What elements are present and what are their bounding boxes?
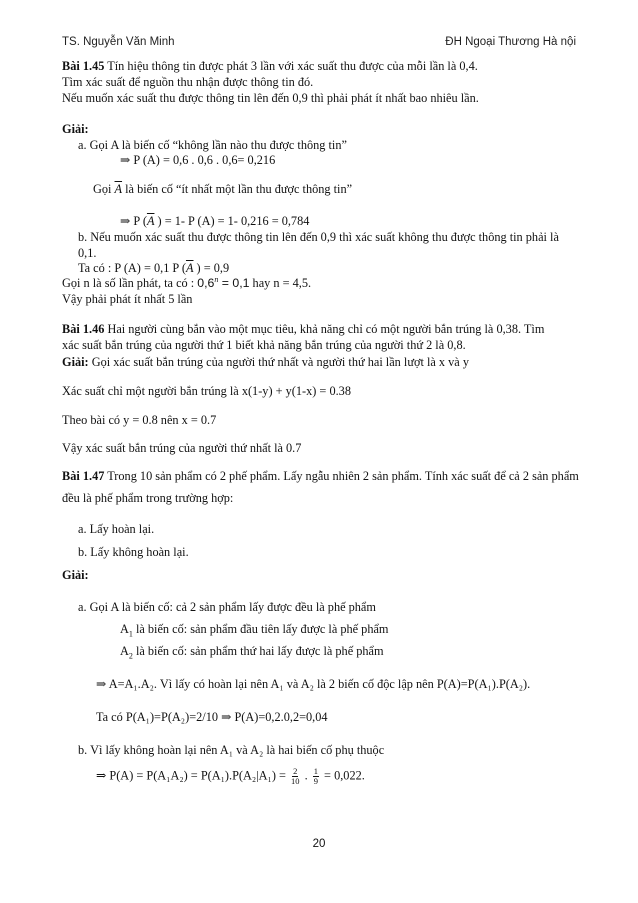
solution-heading: Giải: [62,568,89,582]
fraction-1-9: $\frac{1}{9}$ [313,766,318,786]
problem-title: Bài 1.45 [62,59,105,73]
solution-1-46-line-3: Theo bài có y = 0.8 nên x = 0.7 [62,413,217,427]
solution-a-line-1: a. Gọi A là biến cố “không lần nào thu được thông tin” [78,138,347,152]
solution-1-47-line-2: $A_1$ là biến cố: sản phẩm đầu tiên lấy được là phế phẩm [120,622,389,639]
problem-1-45-line-3: Nếu muốn xác suất thu được thông tin lên đến 0,9 thì phải phát ít nhất bao nhiêu lần. [62,91,479,105]
problem-1-47-line-2: đều là phế phẩm trong trường hợp: [62,491,234,505]
problem-title: Bài 1.46 [62,322,105,336]
solution-a-line-4: ⇒ P ($\overline{A}$ ) = 1- P (A) = 1- 0,216 = 0,784 [120,214,310,228]
solution-1-46-line-2: Xác suất chỉ một người bắn trúng là x(1-y) + y(1-x) = 0.38 [62,384,351,398]
solution-a-line-2: ⇒ P (A) = 0,6 . 0,6 . 0,6= 0,216 [120,153,276,167]
solution-b-line-3: Ta có : P (A) = 0,1 P ($\overline{A}$ ) = 0,9 [78,261,230,275]
solution-1-47-line-1: a. Gọi A là biến cố: cả 2 sản phẩm lấy được đều là phế phẩm [78,600,376,614]
header-institution: ĐH Ngoại Thương Hà nội [445,36,576,48]
option-a: a. Lấy hoàn lại. [78,522,155,536]
solution-1-46-line-1: Giải: Gọi xác suất bắn trúng của người thứ nhất và người thứ hai lần lượt là x và y [62,355,469,369]
solution-1-47-line-7: ⇒ P(A) = P(A₁A₂) = P(A₁).P(A₂|A₁) = $\frac{2}{10}$ . $\frac{1}{9}$ = 0,022. [96,766,365,786]
fraction-2-10: $\frac{2}{10}$ [291,766,300,786]
solution-1-47-line-5: Ta có P(A₁)=P(A₂)=2/10 ⇒ P(A)=0,2.0,2=0,04 [96,710,328,724]
problem-1-47-line-1: Bài 1.47 Trong 10 sản phẩm có 2 phế phẩm. Lấy ngẫu nhiên 2 sản phẩm. Tính xác suất để cả 2 sản phẩm [62,469,579,483]
solution-a-line-3: Gọi $\overline{A}$ là biến cố “ít nhất một lần thu được thông tin” [93,182,353,196]
solution-1-47-line-6: b. Vì lấy không hoàn lại nên A₁ và A₂ là hai biến cố phụ thuộc [78,743,385,757]
page-number: 20 [312,838,326,850]
solution-b-line-1: b. Nếu muốn xác suất thu được thông tin lên đến 0,9 thì xác suất không thu được thông tin phải là [78,230,559,244]
problem-1-45-line-2: Tìm xác suất để nguồn thu nhận được thông tin đó. [62,75,314,89]
problem-1-45-line-1: Bài 1.45 Tín hiệu thông tin được phát 3 lần với xác suất thu được của mỗi lần là 0,4. [62,59,478,73]
solution-1-47-line-3: $A_2$ là biến cố: sản phẩm thứ hai lấy được là phế phẩm [120,644,384,661]
header-author: TS. Nguyễn Văn Minh [62,36,175,48]
solution-1-47-line-4: ⇒ A=A₁.A₂. Vì lấy có hoàn lại nên A₁ và A₂ là 2 biến cố độc lập nên P(A)=P(A₁).P(A₂). [96,677,531,691]
problem-1-46-line-2: xác suất bắn trúng của người thứ 1 biết khả năng bắn trúng của người thứ 2 là 0,8. [62,338,466,352]
solution-b-line-2: 0,1. [78,246,97,260]
solution-b-line-5: Vậy phải phát ít nhất 5 lần [62,292,193,306]
solution-heading: Giải: [62,122,89,136]
problem-1-46-line-1: Bài 1.46 Hai người cùng bắn vào một mục tiêu, khả năng chỉ có một người bắn trúng là 0,38. Tìm [62,322,545,336]
option-b: b. Lấy không hoàn lại. [78,545,189,559]
solution-1-46-line-4: Vậy xác suất bắn trúng của người thứ nhất là 0.7 [62,441,302,455]
problem-title: Bài 1.47 [62,469,105,483]
solution-b-line-4: Gọi n là số lần phát, ta có : $0,6^n = 0,1$ hay n = 4,5. [62,274,312,290]
